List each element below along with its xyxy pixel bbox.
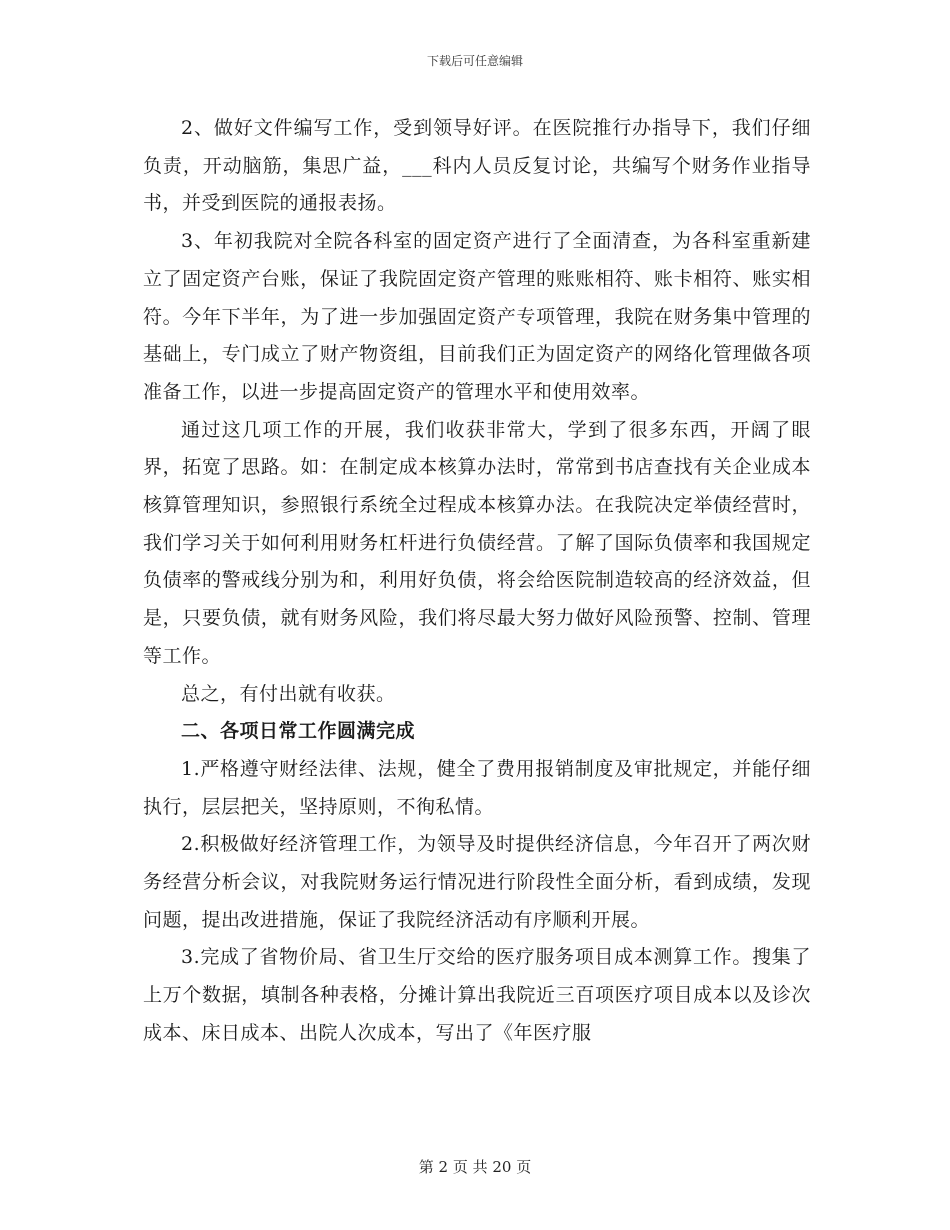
document-body (143, 110, 811, 1053)
list-item-economic-management: 2.积极做好经济管理工作，为领导及时提供经济信息，今年召开了两次财务经营分析会议，对我院财务运行情况进行阶段性全面分析，看到成绩，发现问题，提出改进措施，保证了我院经济活动有序顺利开展。 (143, 833, 811, 931)
paragraph-summary: 总之，有付出就有收获。 (181, 682, 396, 705)
section-heading: 二、各项日常工作圆满完成 (181, 720, 416, 743)
paragraph-gains: 通过这几项工作的开展，我们收获非常大，学到了很多东西，开阔了眼界，拓宽了思路。如：在制定成本核算办法时，常常到书店查找有关企业成本核算管理知识，参照银行系统全过程成本核算办法。在我院决定举债经营时，我们学习关于如何利用财务杠杆进行负债经营。了解了国际负债率和我国规定负债率的警戒线分别为和，利用好负债，将会给医院制造较高的经济效益，但是，只要负债，就有财务风险，我们将尽最大努力做好风险预警、控制、管理等工作。 (143, 418, 811, 667)
page-number: 第 2 页 共 20 页 (418, 1158, 532, 1176)
list-item-regulations: 1.严格遵守财经法律、法规，健全了费用报销制度及审批规定，并能仔细执行，层层把关，坚持原则，不徇私情。 (143, 757, 811, 818)
page-header: 下载后可任意编辑 (426, 54, 523, 68)
paragraph-file-writing: 2、做好文件编写工作，受到领导好评。在医院推行办指导下，我们仔细负责，开动脑筋，集思广益，___科内人员反复讨论，共编写个财务作业指导书，并受到医院的通报表扬。 (143, 117, 811, 215)
list-item-cost-calculation: 3.完成了省物价局、省卫生厅交给的医疗服务项目成本测算工作。搜集了上万个数据，填制各种表格，分摊计算出我院近三百项医疗项目成本以及诊次成本、床日成本、出院人次成本，写出了《年医疗服 (143, 946, 811, 1044)
paragraph-fixed-assets: 3、年初我院对全院各科室的固定资产进行了全面清查，为各科室重新建立了固定资产台账，保证了我院固定资产管理的账账相符、账卡相符、账实相符。今年下半年，为了进一步加强固定资产专项管理，我院在财务集中管理的基础上，专门成立了财产物资组，目前我们正为固定资产的网络化管理做各项准备工作，以进一步提高固定资产的管理水平和使用效率。 (143, 230, 811, 403)
